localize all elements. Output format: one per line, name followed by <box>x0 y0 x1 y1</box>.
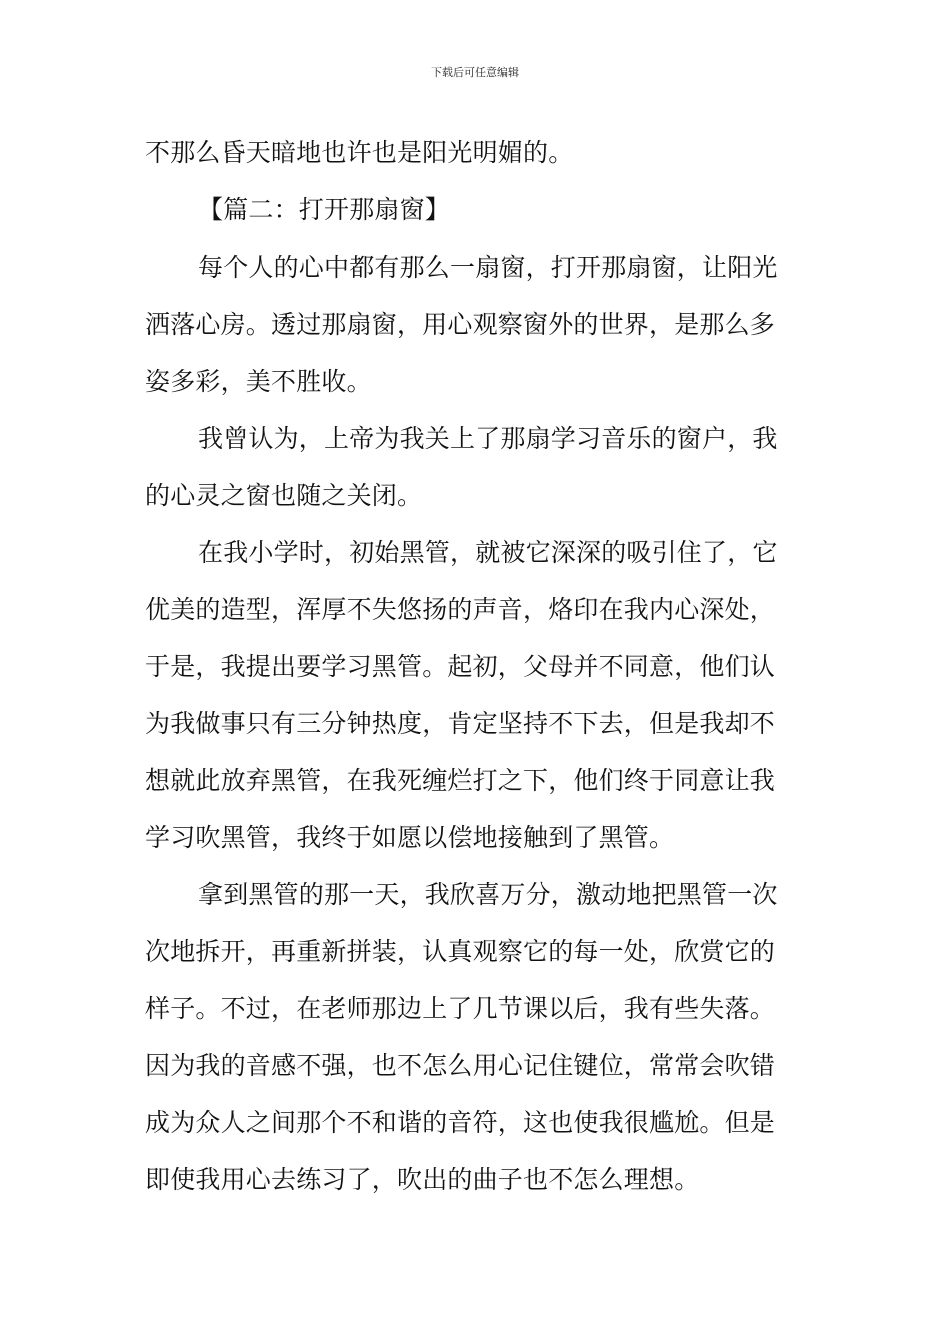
text-line: 样子。不过，在老师那边上了几节课以后，我有些失落。 <box>145 994 776 1023</box>
text-line: 不那么昏天暗地也许也是阳光明媚的。 <box>145 138 574 167</box>
text-line: 为我做事只有三分钟热度，肯定坚持不下去，但是我却不 <box>145 709 776 738</box>
text-line: 在我小学时，初始黑管，就被它深深的吸引住了，它 <box>198 538 778 567</box>
page-header: 下载后可任意编辑 <box>431 66 519 79</box>
text-line: 每个人的心中都有那么一扇窗，打开那扇窗，让阳光 <box>198 253 778 282</box>
text-line: 我曾认为，上帝为我关上了那扇学习音乐的窗户，我 <box>198 424 778 453</box>
text-line: 的心灵之窗也随之关闭。 <box>145 481 423 510</box>
text-line: 想就此放弃黑管，在我死缠烂打之下，他们终于同意让我 <box>145 766 776 795</box>
text-line: 优美的造型，浑厚不失悠扬的声音，烙印在我内心深处， <box>145 595 776 624</box>
text-line: 因为我的音感不强，也不怎么用心记住键位，常常会吹错 <box>145 1051 776 1080</box>
text-line: 于是，我提出要学习黑管。起初，父母并不同意，他们认 <box>145 652 776 681</box>
section-heading: 【篇二：打开那扇窗】 <box>198 195 451 224</box>
text-line: 洒落心房。透过那扇窗，用心观察窗外的世界，是那么多 <box>145 310 776 339</box>
text-line: 即使我用心去练习了，吹出的曲子也不怎么理想。 <box>145 1165 700 1194</box>
text-line: 次地拆开，再重新拼装，认真观察它的每一处，欣赏它的 <box>145 937 776 966</box>
text-line: 成为众人之间那个不和谐的音符，这也使我很尴尬。但是 <box>145 1108 776 1137</box>
text-line: 学习吹黑管，我终于如愿以偿地接触到了黑管。 <box>145 823 675 852</box>
text-line: 拿到黑管的那一天，我欣喜万分，激动地把黑管一次 <box>198 880 778 909</box>
text-line: 姿多彩，美不胜收。 <box>145 367 372 396</box>
